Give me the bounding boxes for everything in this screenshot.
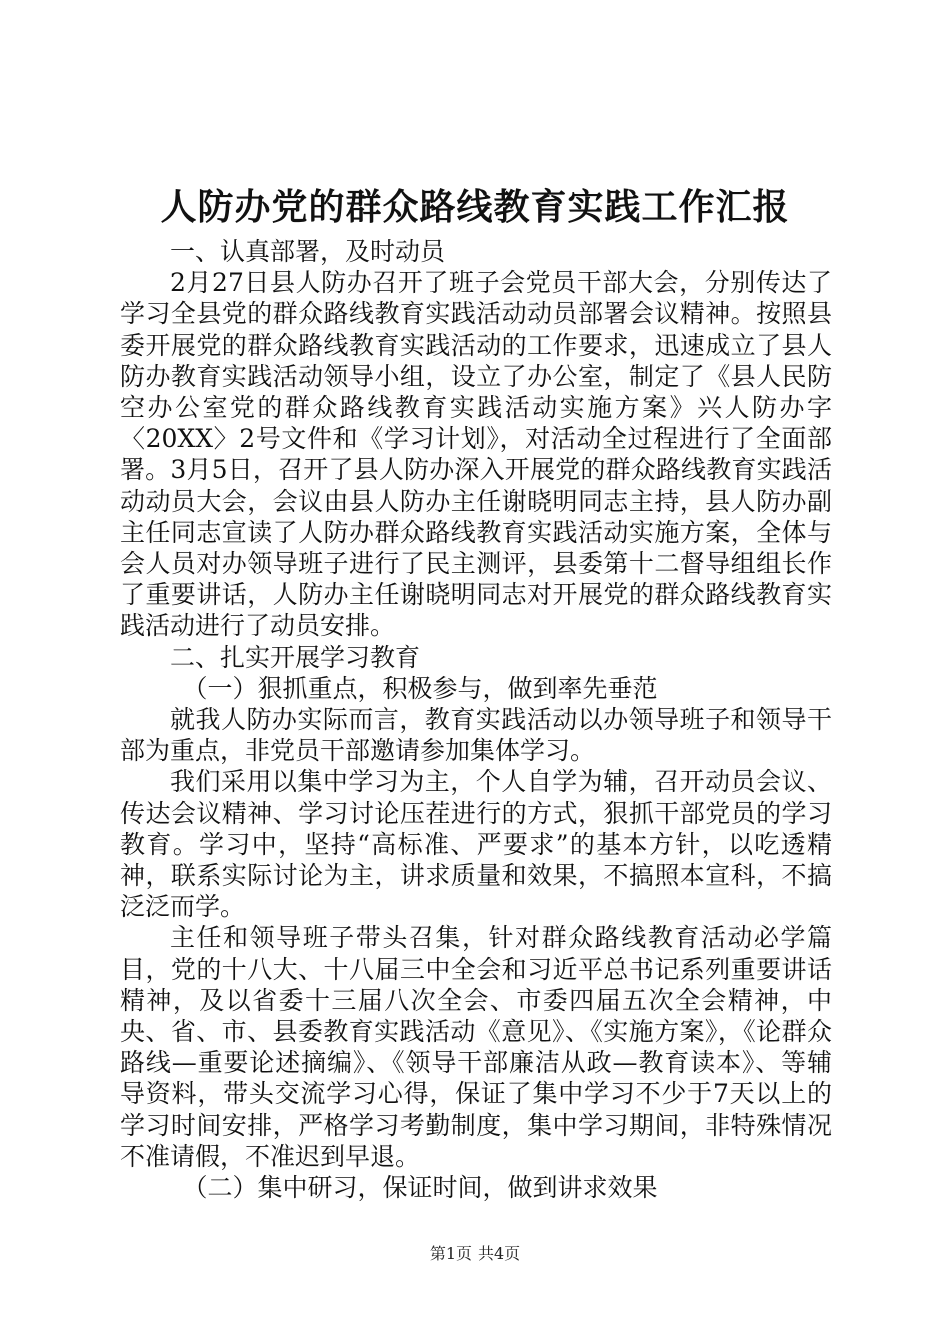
- body-paragraph: 就我人防办实际而言，教育实践活动以办领导班子和领导干部为重点，非党员干部邀请参加集体学习。: [120, 705, 832, 766]
- page-number: 第1页: [429, 1244, 472, 1263]
- body-paragraph: 2月27日县人防办召开了班子会党员干部大会，分别传达了学习全县党的群众路线教育实践活动动员部署会议精神。按照县委开展党的群众路线教育实践活动的工作要求，迅速成立了县人防办教育实践活动领导小组，设立了办公室，制定了《县人民防空办公室党的群众路线教育实践活动实施方案》兴人防办字〈20XX〉2号文件和《学习计划》，对活动全过程进行了全面部署。3月5日，召开了县人防办深入开展党的群众路线教育实践活动动员大会，会议由县人防办主任谢晓明同志主持，县人防办副主任同志宣读了人防办群众路线教育实践活动实施方案，全体与会人员对办领导班子进行了民主测评，县委第十二督导组组长作了重要讲话，人防办主任谢晓明同志对开展党的群众路线教育实践活动进行了动员安排。: [120, 268, 832, 641]
- subsection-heading: （二）集中研习，保证时间，做到讲求效果: [182, 1173, 658, 1203]
- page-total: 共4页: [478, 1244, 521, 1263]
- document-body: [120, 236, 832, 1203]
- body-paragraph: 主任和领导班子带头召集，针对群众路线教育活动必学篇目，党的十八大、十八届三中全会和习近平总书记系列重要讲话精神，及以省委十三届八次全会、市委四届五次全会精神，中央、省、市、县委教育实践活动《意见》、《实施方案》，《论群众路线—重要论述摘编》、《领导干部廉洁从政—教育读本》、等辅导资料，带头交流学习心得，保证了集中学习不少于7天以上的学习时间安排，严格学习考勤制度，集中学习期间，非特殊情况不准请假，不准迟到早退。: [120, 923, 832, 1171]
- body-paragraph: 我们采用以集中学习为主，个人自学为辅，召开动员会议、传达会议精神、学习讨论压茬进行的方式，狠抓干部党员的学习教育。学习中，坚持“高标准、严要求”的基本方针，以吃透精神，联系实际讨论为主，讲求质量和效果，不搞照本宣科，不搞泛泛而学。: [120, 767, 832, 922]
- page-title: 人防办党的群众路线教育实践工作汇报: [160, 186, 790, 228]
- subsection-heading: （一）狠抓重点，积极参与，做到率先垂范: [182, 673, 658, 703]
- page-footer: [0, 1244, 950, 1264]
- section-heading: 一、认真部署，及时动员: [170, 237, 446, 266]
- section-heading: 二、扎实开展学习教育: [170, 642, 421, 672]
